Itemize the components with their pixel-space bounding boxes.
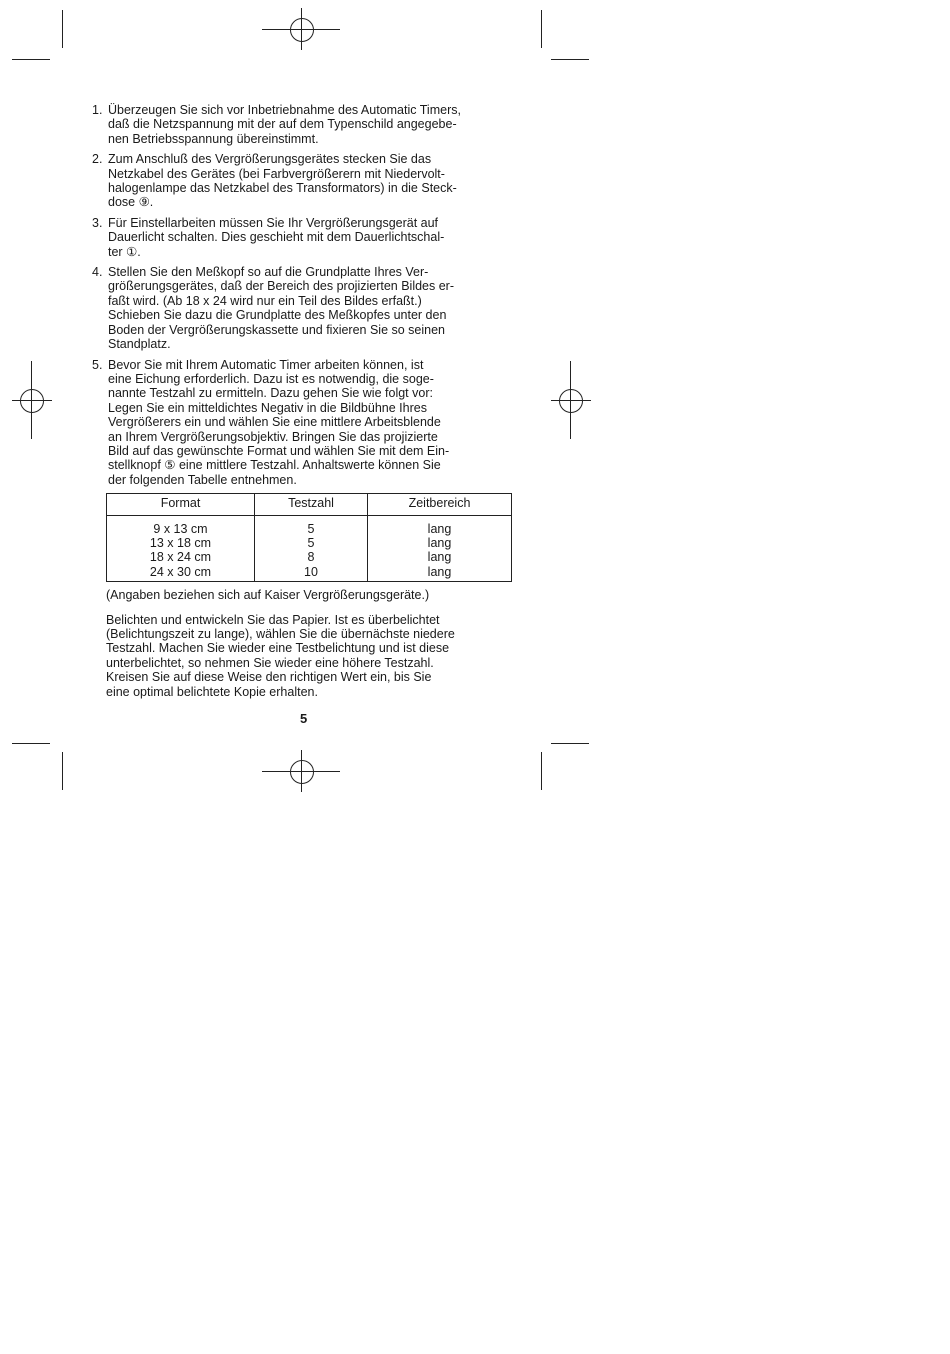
table-cell-zeitbereich: lang — [368, 536, 512, 550]
crop-mark-bottom-left-horizontal — [12, 743, 50, 744]
table-cell-testzahl: 5 — [255, 515, 368, 536]
list-item-text: Für Einstellarbeiten müssen Sie Ihr Vergrößerungsgerät auf Dauerlicht schalten. Dies geschieht mit dem Dauerlichtschal- ter ①. — [108, 215, 445, 259]
table-cell-testzahl: 10 — [255, 565, 368, 582]
list-item — [92, 103, 513, 146]
list-item — [92, 265, 513, 351]
list-item-text: Stellen Sie den Meßkopf so auf die Grundplatte Ihres Ver- größerungsgerätes, daß der Bereich des projizierten Bildes er- faßt wird. (Ab 18 x 24 wird nur ein Teil des Bildes erfaßt.) Schieben Sie dazu die Grundplatte des Meßkopfes unter den Boden der Vergrößerungskassette und fixieren Sie so seinen Standplatz. — [108, 265, 455, 352]
registration-mark-bottom-circle — [290, 760, 314, 784]
table-cell-zeitbereich: lang — [368, 550, 512, 564]
list-item-number: 1. — [92, 103, 103, 117]
list-item-number: 4. — [92, 265, 103, 280]
table-cell-zeitbereich: lang — [368, 565, 512, 582]
crop-mark-bottom-right-horizontal — [551, 743, 589, 744]
crop-mark-top-right-horizontal — [551, 59, 589, 60]
table-note: (Angaben beziehen sich auf Kaiser Vergrößerungsgeräte.) — [106, 588, 430, 603]
registration-mark-left-circle — [20, 389, 44, 413]
list-item-number: 2. — [92, 152, 103, 167]
table-cell-testzahl: 8 — [255, 550, 368, 564]
table-header-testzahl: Testzahl — [255, 494, 368, 515]
table-header-row — [107, 494, 512, 515]
crop-mark-bottom-right-vertical — [541, 752, 542, 790]
list-item — [92, 152, 513, 210]
table-cell-format: 9 x 13 cm — [107, 515, 255, 536]
registration-mark-top-circle — [290, 18, 314, 42]
table-row — [107, 550, 512, 564]
list-item-text: Überzeugen Sie sich vor Inbetriebnahme des Automatic Timers, daß die Netzspannung mit der auf dem Typenschild angegebe- nen Betriebsspannung übereinstimmt. — [108, 103, 461, 146]
instruction-list — [92, 103, 513, 487]
table-row — [107, 536, 512, 550]
list-item — [92, 358, 513, 488]
registration-mark-right-circle — [559, 389, 583, 413]
crop-mark-top-left-horizontal — [12, 59, 50, 60]
exposure-paragraph: Belichten und entwickeln Sie das Papier. Ist es überbelichtet (Belichtungszeit zu lange), wählen Sie die übernächste niedere Testzahl. Machen Sie wieder eine Testbelichtung und ist diese unterbelichtet, so nehmen Sie wieder eine höhere Testzahl. Kreisen Sie auf diese Weise den richtigen Wert ein, bis Sie eine optimal belichtete Kopie erhalten. — [106, 612, 455, 699]
list-item-text: Zum Anschluß des Vergrößerungsgerätes stecken Sie das Netzkabel des Gerätes (bei Farbvergrößerern mit Niedervolt- halogenlampe das Netzkabel des Transformators) in die Steck- dose ⑨. — [108, 152, 457, 210]
table-row — [107, 515, 512, 536]
list-item-text: Bevor Sie mit Ihrem Automatic Timer arbeiten können, ist eine Eichung erforderlich. Dazu ist es notwendig, die soge- nannte Testzahl zu ermitteln. Dazu gehen Sie wie folgt vor: Legen Sie ein mitteldichtes Negativ in die Bildbühne Ihres Vergrößerers ein und wählen Sie eine mittlere Arbeitsblende an Ihrem Vergrößerungsobjektiv. Bringen Sie das projizierte Bild auf das gewünschte Format und wählen Sie mit dem Ein- stellknopf ⑤ eine mittlere Testzahl. Anhaltswerte können Sie der folgenden Tabelle entnehmen. — [108, 357, 450, 487]
table-cell-format: 13 x 18 cm — [107, 536, 255, 550]
crop-mark-top-right-vertical — [541, 10, 542, 48]
crop-mark-bottom-left-vertical — [62, 752, 63, 790]
page-content — [92, 103, 513, 699]
page-number: 5 — [300, 711, 308, 726]
list-item-number: 5. — [92, 357, 103, 372]
list-item — [92, 216, 513, 259]
table-header-format: Format — [107, 494, 255, 515]
crop-mark-top-left-vertical — [62, 10, 63, 48]
list-item-number: 3. — [92, 215, 103, 230]
table-row — [107, 565, 512, 582]
table-header-zeitbereich: Zeitbereich — [368, 494, 512, 515]
table-cell-format: 24 x 30 cm — [107, 565, 255, 582]
table-cell-zeitbereich: lang — [368, 515, 512, 536]
format-table — [106, 493, 512, 582]
table-cell-format: 18 x 24 cm — [107, 550, 255, 564]
table-cell-testzahl: 5 — [255, 536, 368, 550]
